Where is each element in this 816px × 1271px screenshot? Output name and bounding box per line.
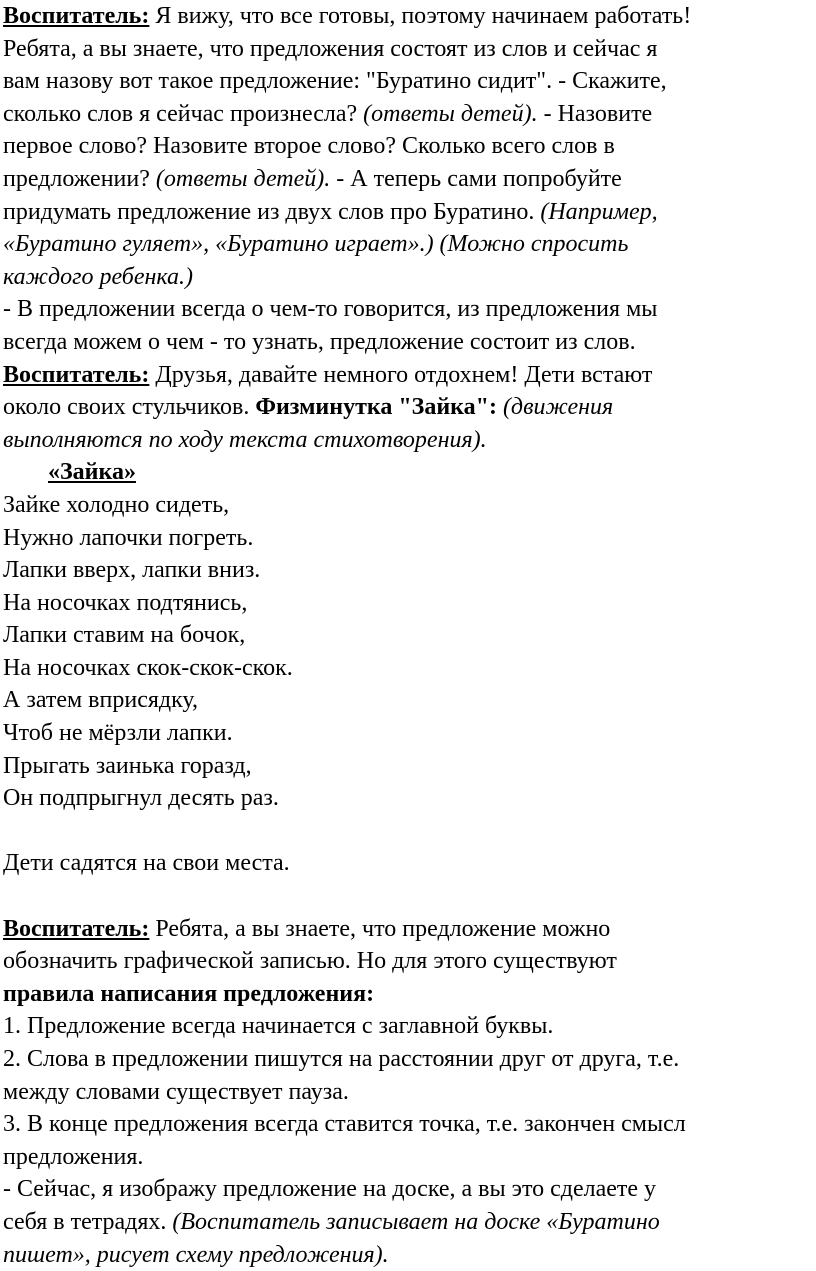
text-line [3, 717, 809, 750]
text-segment: Лапки ставим на бочок, [3, 622, 246, 649]
text-segment: Прыгать заинька горазд, [3, 752, 252, 779]
blank-line [3, 815, 809, 848]
text-segment: 1. Предложение всегда начинается с заглавной буквы. [3, 1013, 554, 1040]
text-segment: пишет», рисует схему предложения). [3, 1241, 389, 1268]
text-line [3, 1206, 809, 1239]
text-line [3, 587, 809, 620]
text-line [3, 978, 809, 1011]
text-segment: Воспитатель: [3, 3, 150, 29]
text-segment: Нужно лапочки погреть. [3, 524, 254, 551]
text-line [3, 228, 809, 261]
text-segment: Лапки вверх, лапки вниз. [3, 557, 261, 584]
text-line [3, 1076, 809, 1109]
text-line [3, 163, 809, 196]
text-segment: Ребята, а вы знаете, что предложения состоят из слов и сейчас я [3, 35, 658, 62]
text-line [3, 130, 809, 163]
text-segment: Друзья, давайте немного отдохнем! Дети встают [149, 361, 653, 388]
text-line [3, 391, 809, 424]
text-segment: - Назовите [537, 100, 653, 127]
text-segment: «Зайка» [48, 459, 136, 486]
text-segment: - В предложении всегда о чем-то говорится, из предложения мы [3, 296, 658, 323]
text-line [3, 782, 809, 815]
text-segment: выполняются по ходу текста стихотворения). [3, 426, 487, 453]
text-line [3, 33, 809, 66]
text-line [3, 522, 809, 555]
text-segment: Дети садятся на свои места. [3, 850, 290, 877]
text-segment: - А теперь сами попробуйте [330, 165, 622, 192]
text-line [3, 359, 809, 392]
text-segment: первое слово? Назовите второе слово? Сколько всего слов в [3, 133, 615, 160]
text-line [3, 1010, 809, 1043]
text-segment: Он подпрыгнул десять раз. [3, 785, 279, 812]
text-segment: Ребята, а вы знаете, что предложение можно [149, 915, 611, 942]
text-line [3, 261, 809, 294]
text-segment: На носочках скок-скок-скок. [3, 654, 293, 681]
text-segment: каждого ребенка.) [3, 263, 194, 290]
text-line [3, 913, 809, 946]
text-line [3, 98, 809, 131]
text-line [3, 293, 809, 326]
text-segment: (ответы детей). [363, 100, 538, 127]
text-segment: (Воспитатель записывает на доске «Буратино [172, 1208, 660, 1235]
text-segment: А затем вприсядку, [3, 687, 199, 714]
text-line [3, 750, 809, 783]
text-line [3, 489, 809, 522]
text-segment: Чтоб не мёрзли лапки. [3, 720, 233, 747]
text-segment: 3. В конце предложения всегда ставится точка, т.е. закончен смысл [3, 1111, 686, 1138]
text-line [3, 326, 809, 359]
text-segment: обозначить графической записью. Но для этого существуют [3, 948, 617, 975]
text-segment: Зайке холодно сидеть, [3, 491, 230, 518]
text-segment: На носочках подтянись, [3, 589, 248, 616]
text-segment: между словами существует пауза. [3, 1078, 349, 1105]
text-segment: всегда можем о чем - то узнать, предложение состоит из слов. [3, 328, 636, 355]
text-line [3, 456, 809, 489]
text-segment: (Например, [540, 198, 658, 225]
text-segment: Физминутка "Зайка": [255, 394, 497, 421]
text-segment: Воспитатель: [3, 915, 150, 942]
text-line [3, 847, 809, 880]
text-segment: (ответы детей). [155, 165, 331, 192]
text-line [3, 945, 809, 978]
text-line [3, 554, 809, 587]
text-segment: около своих стульчиков. [3, 394, 256, 421]
text-line [3, 619, 809, 652]
text-line [3, 1173, 809, 1206]
text-segment: правила написания предложения: [3, 980, 375, 1007]
text-line [3, 1141, 809, 1174]
text-line [3, 0, 809, 33]
text-line [3, 684, 809, 717]
text-line [3, 65, 809, 98]
text-segment: «Буратино гуляет», «Буратино играет».) (Можно спросить [3, 231, 629, 258]
text-line [3, 1239, 809, 1271]
text-segment: вам назову вот такое предложение: "Буратино сидит". - Скажите, [3, 68, 667, 95]
text-line [3, 196, 809, 229]
text-line [3, 652, 809, 685]
text-segment: (движения [496, 394, 614, 421]
text-segment: Воспитатель: [3, 361, 150, 388]
text-line [3, 424, 809, 457]
text-segment: предложении? [3, 165, 156, 192]
text-segment: предложения. [3, 1143, 144, 1170]
text-line [3, 1043, 809, 1076]
text-segment: 2. Слова в предложении пишутся на расстоянии друг от друга, т.е. [3, 1046, 680, 1072]
text-segment: сколько слов я сейчас произнесла? [3, 100, 364, 127]
text-line [3, 1108, 809, 1141]
text-segment: - Сейчас, я изображу предложение на доске, а вы это сделаете у [3, 1176, 657, 1203]
blank-line [3, 880, 809, 913]
text-segment: Я вижу, что все готовы, поэтому начинаем работать! [149, 3, 692, 29]
text-segment: себя в тетрадях. [3, 1208, 173, 1235]
text-segment: придумать предложение из двух слов про Буратино. [3, 198, 541, 225]
